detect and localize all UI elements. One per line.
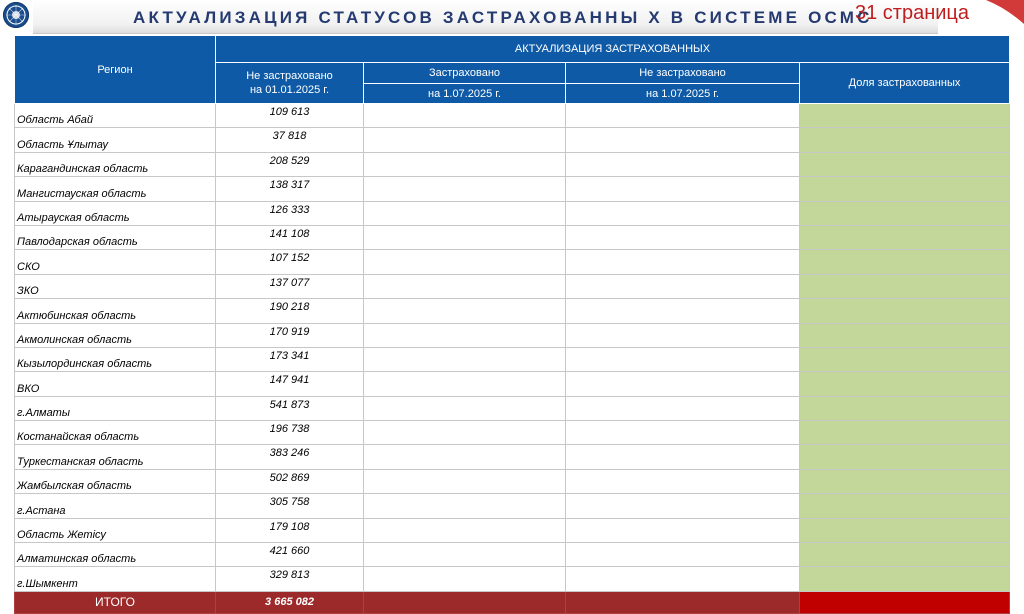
not-insured-now-cell	[566, 396, 800, 420]
region-name-cell: Алматинская область	[15, 543, 216, 567]
share-cell	[800, 250, 1010, 274]
region-name-cell: Мангистауская область	[15, 177, 216, 201]
insured-cell	[364, 299, 566, 323]
table-row	[15, 567, 1010, 591]
share-cell	[800, 128, 1010, 152]
not-insured-now-cell	[566, 152, 800, 176]
not-insured-jan-cell: 37 818	[216, 128, 364, 152]
region-name-cell: г.Шымкент	[15, 567, 216, 591]
table-row	[15, 299, 1010, 323]
insured-cell	[364, 201, 566, 225]
not-insured-now-cell	[566, 494, 800, 518]
insured-header: Застраховано	[364, 63, 566, 84]
insured-date-header: на 1.07.2025 г.	[364, 84, 566, 104]
share-cell	[800, 518, 1010, 542]
share-cell	[800, 225, 1010, 249]
share-cell	[800, 177, 1010, 201]
page-title: АКТУАЛИЗАЦИЯ СТАТУСОВ ЗАСТРАХОВАННЫ Х В СИСТЕМЕ ОСМС	[133, 8, 873, 27]
not-insured-jan-cell: 383 246	[216, 445, 364, 469]
insured-cell	[364, 567, 566, 591]
not-insured-now-cell	[566, 128, 800, 152]
not-insured-jan-cell: 196 738	[216, 421, 364, 445]
not-insured-jan-line2: на 01.01.2025 г.	[249, 84, 330, 96]
not-insured-jan-cell: 190 218	[216, 299, 364, 323]
region-name-cell: г.Алматы	[15, 396, 216, 420]
share-cell	[800, 323, 1010, 347]
region-name-cell: Туркестанская область	[15, 445, 216, 469]
total-label: ИТОГО	[15, 591, 216, 613]
insured-cell	[364, 250, 566, 274]
region-name-cell: Акмолинская область	[15, 323, 216, 347]
red-page-fold-icon	[986, 0, 1024, 24]
group-header: АКТУАЛИЗАЦИЯ ЗАСТРАХОВАННЫХ	[216, 36, 1010, 63]
table-row	[15, 396, 1010, 420]
share-cell	[800, 543, 1010, 567]
page-number: 31 страница	[855, 2, 970, 24]
share-cell	[800, 152, 1010, 176]
table-row	[15, 128, 1010, 152]
insured-cell	[364, 128, 566, 152]
share-cell	[800, 299, 1010, 323]
not-insured-jan-line1: Не застраховано	[246, 70, 333, 82]
not-insured-now-cell	[566, 469, 800, 493]
not-insured-jan-cell: 208 529	[216, 152, 364, 176]
region-name-cell: Атырауская область	[15, 201, 216, 225]
not-insured-now-cell	[566, 445, 800, 469]
table-row	[15, 543, 1010, 567]
not-insured-jan-cell: 109 613	[216, 104, 364, 128]
not-insured-now-cell	[566, 225, 800, 249]
not-insured-jan-cell: 421 660	[216, 543, 364, 567]
table-row	[15, 177, 1010, 201]
insured-cell	[364, 396, 566, 420]
insured-cell	[364, 104, 566, 128]
table-row	[15, 201, 1010, 225]
region-name-cell: ЗКО	[15, 274, 216, 298]
table-row	[15, 323, 1010, 347]
share-cell	[800, 421, 1010, 445]
region-name-cell: Кызылординская область	[15, 347, 216, 371]
table-row	[15, 469, 1010, 493]
not-insured-now-cell	[566, 372, 800, 396]
share-cell	[800, 201, 1010, 225]
insured-cell	[364, 518, 566, 542]
table-row	[15, 104, 1010, 128]
insured-cell	[364, 323, 566, 347]
not-insured-now-cell	[566, 299, 800, 323]
insured-cell	[364, 274, 566, 298]
not-insured-jan-cell: 107 152	[216, 250, 364, 274]
not-insured-jan-cell: 126 333	[216, 201, 364, 225]
table-row	[15, 445, 1010, 469]
not-insured-jan-cell: 137 077	[216, 274, 364, 298]
insured-cell	[364, 421, 566, 445]
not-insured-now-cell	[566, 567, 800, 591]
insured-cell	[364, 152, 566, 176]
total-insured-cell	[364, 591, 566, 613]
table-row	[15, 518, 1010, 542]
insured-cell	[364, 347, 566, 371]
total-not-insured-now-cell	[566, 591, 800, 613]
table-row	[15, 421, 1010, 445]
header-band	[33, 0, 938, 34]
not-insured-now-cell	[566, 104, 800, 128]
region-name-cell: Область Ұлытау	[15, 128, 216, 152]
share-cell	[800, 494, 1010, 518]
not-insured-jan-cell: 147 941	[216, 372, 364, 396]
total-share-cell	[800, 591, 1010, 613]
not-insured-jan-cell: 541 873	[216, 396, 364, 420]
insured-status-table	[14, 35, 1010, 614]
region-name-cell: СКО	[15, 250, 216, 274]
not-insured-now-cell	[566, 421, 800, 445]
not-insured-jan-cell: 173 341	[216, 347, 364, 371]
not-insured-jan-cell: 502 869	[216, 469, 364, 493]
table-row	[15, 274, 1010, 298]
not-insured-now-cell	[566, 274, 800, 298]
not-insured-now-cell	[566, 543, 800, 567]
insured-cell	[364, 177, 566, 201]
not-insured-jan-cell: 329 813	[216, 567, 364, 591]
region-name-cell: Область Жетісу	[15, 518, 216, 542]
insured-cell	[364, 469, 566, 493]
share-cell	[800, 104, 1010, 128]
share-cell	[800, 274, 1010, 298]
not-insured-now-date-header: на 1.07.2025 г.	[566, 84, 800, 104]
region-name-cell: Актюбинская область	[15, 299, 216, 323]
not-insured-now-cell	[566, 323, 800, 347]
not-insured-jan-cell: 138 317	[216, 177, 364, 201]
region-name-cell: Область Абай	[15, 104, 216, 128]
table-row	[15, 372, 1010, 396]
share-cell	[800, 469, 1010, 493]
share-cell	[800, 396, 1010, 420]
not-insured-now-cell	[566, 518, 800, 542]
insured-cell	[364, 445, 566, 469]
not-insured-now-cell	[566, 347, 800, 371]
not-insured-jan-cell: 170 919	[216, 323, 364, 347]
share-cell	[800, 372, 1010, 396]
not-insured-jan-cell: 141 108	[216, 225, 364, 249]
table-row	[15, 494, 1010, 518]
table-row	[15, 250, 1010, 274]
region-name-cell: Павлодарская область	[15, 225, 216, 249]
insured-cell	[364, 372, 566, 396]
insured-cell	[364, 494, 566, 518]
not-insured-jan-cell: 305 758	[216, 494, 364, 518]
emblem-logo-icon	[3, 2, 29, 28]
region-name-cell: Костанайская область	[15, 421, 216, 445]
not-insured-jan-cell: 179 108	[216, 518, 364, 542]
share-header: Доля застрахованных	[800, 63, 1010, 104]
not-insured-jan-header	[216, 63, 364, 104]
not-insured-now-cell	[566, 250, 800, 274]
region-name-cell: Жамбылская область	[15, 469, 216, 493]
region-header: Регион	[15, 36, 216, 104]
region-name-cell: ВКО	[15, 372, 216, 396]
share-cell	[800, 445, 1010, 469]
table-row	[15, 225, 1010, 249]
not-insured-now-header: Не застраховано	[566, 63, 800, 84]
total-value: 3 665 082	[216, 591, 364, 613]
not-insured-now-cell	[566, 201, 800, 225]
not-insured-now-cell	[566, 177, 800, 201]
total-row	[15, 591, 1010, 613]
region-name-cell: Карагандинская область	[15, 152, 216, 176]
table-row	[15, 347, 1010, 371]
table-row	[15, 152, 1010, 176]
insured-cell	[364, 543, 566, 567]
region-name-cell: г.Астана	[15, 494, 216, 518]
insured-cell	[364, 225, 566, 249]
share-cell	[800, 567, 1010, 591]
share-cell	[800, 347, 1010, 371]
